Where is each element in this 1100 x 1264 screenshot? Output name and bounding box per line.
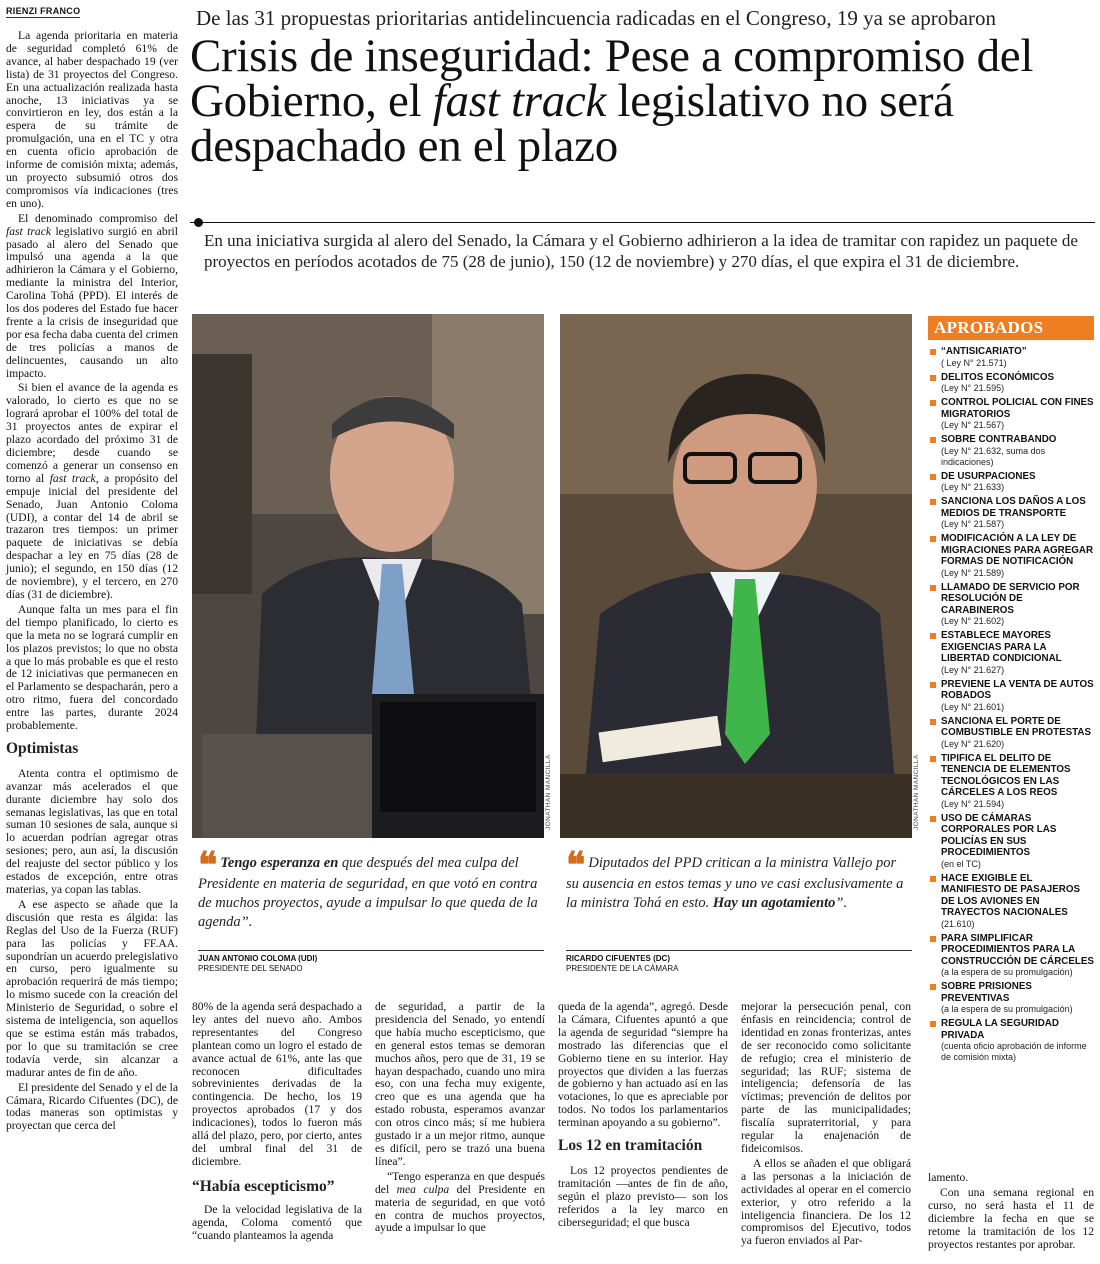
byline: RIENZI FRANCO bbox=[6, 6, 81, 16]
law-number: (en el TC) bbox=[941, 858, 981, 869]
paragraph: A ese aspecto se añade que la discusión que resta es álgida: las Reglas del Uso de la Fuerza (RUF) para las policías y FF.AA. supondrían un acuerdo prelegislativo en curso, pero igualmente su aprobación requerirá de más tiempo; lo mismo sucede con la creación del Ministerio de Seguridad, o sobre el sistema de inteligencia, son aquellos que se estima están más trabados, por lo que su tramitación se cree todavía verde, sin alcanzar a madurar antes de fin de año. bbox=[6, 897, 178, 1079]
paragraph: queda de la agenda”, agregó. Desde la Cámara, Cifuentes apuntó a que la agenda de seguridad “siempre ha mostrado las diferencias que el Gobierno tiene en su interior. Hay proyectos que dividen a las fuerzas de gobierno y han actuado así en las votaciones, lo que es apreciable por todos. No todos los parlamentarios terminan apoyando a su gobierno”. bbox=[558, 1000, 728, 1130]
approved-list bbox=[928, 346, 1094, 1063]
subhead-tramitacion: Los 12 en tramitación bbox=[558, 1137, 703, 1155]
paragraph: La agenda prioritaria en materia de seguridad completó 61% de avance, al haber despachado 19 (ver lista) de 31 proyectos del Congreso. En una actualización realizada hasta anoche, 13 iniciativas ya se convirtieron en ley, dos están a la espera de su trámite de promulgación, una en el TC y otra en cuenta oficio aprobación de informe de comisión mixta; además, un proyecto subsumió otros dos compromisos vía indicaciones (tres en uno). bbox=[6, 29, 178, 210]
paragraph: Atenta contra el optimismo de avanzar más acelerados el que durante diciembre hay solo dos semanas legislativas, las que en total suman 10 sesiones de sala, aunque si lo acuerdan podrían agregar otras sesiones; pero, aun así, la discusión del reajuste del sector público y los estados de excepción, entre otras materias, ya copan las tablas. bbox=[6, 766, 178, 896]
photo-credit: JONATHAN MANCILLA bbox=[913, 754, 920, 830]
quote-divider bbox=[198, 950, 544, 951]
list-item bbox=[928, 582, 1094, 628]
list-item bbox=[928, 753, 1094, 810]
law-number: (Ley N° 21.595) bbox=[941, 383, 1005, 393]
list-item bbox=[928, 679, 1094, 713]
law-number: (Ley N° 21.587) bbox=[941, 519, 1005, 529]
law-title: PARA SIMPLIFICAR PROCEDIMIENTOS PARA LA CONSTRUCCIÓN DE CÁRCELES bbox=[941, 932, 1094, 967]
quote-mark-icon: ❝ bbox=[198, 844, 218, 886]
law-number: (a la espera de su promulgación) bbox=[941, 1004, 1073, 1014]
paragraph: de seguridad, a partir de la presidencia del Senado, yo entendí que había mucho escepticismo, que en general estos temas se demoran muchos años, pero que de 31, 19 se hayan despachado, cuando uno mira eso, con una fecha muy exigente, creo que es una agenda que ha estado robusta, esperamos avanzar con otros cinco más; sí me hubiera gustado ir a un mejor ritmo, aunque es difícil, pero se trazó una buena línea”. bbox=[375, 1000, 545, 1168]
list-item bbox=[928, 471, 1094, 494]
paragraph: Los 12 proyectos pendientes de tramitación —antes de fin de año, según el plazo previsto— son los referidos a la ley marco en ciberseguridad; el que busca bbox=[558, 1163, 728, 1229]
paragraph: Aunque falta un mes para el fin del tiempo planificado, lo cierto es que la meta no se logrará cumplir en los plazos previstos; lo que no obsta a que lo más probable es que el resto de 12 iniciativas que permanecen en el Parlamento se despacharán, pero a otro ritmo, fuera del concordado entre las partes, durante 2024 probablemente. bbox=[6, 602, 178, 733]
left-column bbox=[6, 30, 178, 1135]
quote-attribution: RICARDO CIFUENTES (DC) PRESIDENTE DE LA CÁMARA bbox=[566, 954, 679, 973]
list-item bbox=[928, 533, 1094, 579]
divider bbox=[190, 222, 1095, 223]
paragraph: 80% de la agenda será despachado a ley antes del nuevo año. Ambos representantes del Congreso plantean como un logro el estado de avance actual de 61%, ante las que reconocen dificultades sobrevinientes derivadas de la contingencia. De hecho, los 19 proyectos aprobados (17 y dos indicaciones), todos lo fueron más allá del plazo, pero, por cierto, antes del umbral final del 31 de diciembre. bbox=[192, 1000, 362, 1168]
law-title: DE USURPACIONES bbox=[941, 470, 1036, 482]
paragraph: El denominado compromiso del fast track legislativo surgió en abril pasado al alero del Senado que impulsó una agenda a la que adhirieron la Cámara y el Gobierno, mediante la ministra del Interior, Carolina Tohá (PPD). El interés de los dos poderes del Estado fue hacer frente a la crisis de inseguridad que por esa fecha daba cuenta del crimen de tres policías a manos de delincuentes, causando un alto impacto. bbox=[6, 211, 178, 380]
law-title: HACE EXIGIBLE EL MANIFIESTO DE PASAJEROS DE LOS AVIONES EN TRAYECTOS NACIONALES bbox=[941, 872, 1080, 918]
law-number: (a la espera de su promulgación) bbox=[941, 967, 1073, 977]
list-item bbox=[928, 372, 1094, 395]
list-item bbox=[928, 1018, 1094, 1063]
paragraph: A ellos se añaden el que obligará a las personas a la iniciación de actividades al operar en el comercio exterior, y otro referido a la inteligencia financiera. De los 12 compromisos del Ejecutivo, todos ya fueron enviados al Par- bbox=[741, 1156, 911, 1248]
list-item bbox=[928, 873, 1094, 930]
law-title: CONTROL POLICIAL CON FINES MIGRATORIOS bbox=[941, 397, 1094, 420]
body-column-4 bbox=[741, 1001, 911, 1250]
law-number: (Ley N° 21.594) bbox=[941, 798, 1005, 809]
law-number: (Ley N° 21.627) bbox=[941, 664, 1005, 675]
list-item bbox=[928, 716, 1094, 750]
quote-divider bbox=[566, 950, 912, 951]
law-title: SANCIONA EL PORTE DE COMBUSTIBLE EN PROTESTAS bbox=[941, 715, 1092, 738]
paragraph: lamento. bbox=[928, 1171, 969, 1184]
law-title: SOBRE PRISIONES PREVENTIVAS bbox=[941, 981, 1032, 1004]
kicker: De las 31 propuestas prioritarias antidelincuencia radicadas en el Congreso, 19 ya se aprobaron bbox=[196, 6, 997, 30]
list-item bbox=[928, 346, 1094, 369]
quote-attribution: JUAN ANTONIO COLOMA (UDI) PRESIDENTE DEL SENADO bbox=[198, 954, 318, 973]
paragraph: Con una semana regional en curso, no será hasta el 11 de diciembre la fecha en que se retome la tramitación de los 12 proyectos restantes por aprobar. bbox=[928, 1185, 1094, 1251]
law-number: (Ley N° 21.567) bbox=[941, 420, 1005, 430]
sidebar-aprobados bbox=[928, 316, 1094, 1066]
pull-quote-cifuentes: ❝ Diputados del PPD critican a la ministra Vallejo por su ausencia en estos temas y uno ve casi exclusivamente a la ministra Tohá en esto. Hay un agotamiento”. bbox=[566, 844, 904, 911]
law-number: (Ley N° 21.601) bbox=[941, 701, 1005, 712]
body-column-2 bbox=[375, 1001, 545, 1237]
law-number: (Ley N° 21.602) bbox=[941, 616, 1005, 626]
summary: En una iniciativa surgida al alero del Senado, la Cámara y el Gobierno adhirieron a la idea de tramitar con rapidez un paquete de proyectos en períodos acotados de 75 (28 de junio), 150 (12 de noviembre) y 270 días, el que expira el 31 de diciembre. bbox=[204, 231, 1078, 271]
paragraph: “Tengo esperanza en que después del mea culpa del Presidente en materia de seguridad, en que votó en contra de muchos proyectos, ayude a impulsar lo que bbox=[375, 1169, 545, 1235]
paragraph: De la velocidad legislativa de la agenda, Coloma comentó que “cuando planteamos la agenda bbox=[192, 1202, 362, 1242]
paragraph: El presidente del Senado y el de la Cámara, Ricardo Cifuentes (DC), de todas maneras son optimistas y proyectan que cerca del bbox=[6, 1080, 179, 1133]
body-column-3 bbox=[558, 1001, 728, 1232]
list-item bbox=[928, 630, 1094, 676]
list-item bbox=[928, 813, 1094, 870]
law-number: ( Ley N° 21.571) bbox=[941, 357, 1007, 368]
law-title: PREVIENE LA VENTA DE AUTOS ROBADOS bbox=[941, 678, 1094, 701]
list-item bbox=[928, 397, 1094, 431]
subhead-optimistas: Optimistas bbox=[6, 739, 79, 757]
quote-mark-icon: ❝ bbox=[566, 844, 586, 886]
law-title: USO DE CÁMARAS CORPORALES POR LAS POLICÍAS EN SUS PROCEDIMIENTOS bbox=[941, 812, 1057, 858]
law-title: “ANTISICARIATO” bbox=[941, 346, 1027, 357]
law-title: LLAMADO DE SERVICIO POR RESOLUCIÓN DE CARABINEROS bbox=[941, 581, 1080, 616]
body-column-1 bbox=[192, 1001, 362, 1244]
list-item bbox=[928, 981, 1094, 1015]
law-number: (Ley N° 21.632, suma dos indicaciones) bbox=[941, 445, 1046, 467]
law-number: (21.610) bbox=[941, 918, 975, 929]
law-title: TIPIFICA EL DELITO DE TENENCIA DE ELEMENTOS TECNOLÓGICOS EN LAS CÁRCELES A LOS REOS bbox=[941, 752, 1071, 798]
law-title: SOBRE CONTRABANDO bbox=[941, 434, 1057, 445]
law-title: REGULA LA SEGURIDAD PRIVADA bbox=[941, 1018, 1059, 1041]
paragraph: Si bien el avance de la agenda es valorado, lo cierto es que no se logrará aprobar el 100% del total de 31 proyectos antes de expirar el plazo acordado del próximo 31 de diciembre; desde cuando se comenzó a generar un consenso en torno al fast track, a propósito del empuje inicial del presidente del Senado, Juan Antonio Coloma (UDI), a contar del 14 de abril se trazaron tres tiempos: un primer paquete de iniciativas se debía despachar a ley en 75 días (28 de junio); el segundo, en 150 días (12 de noviembre), y el tercero, en 270 días (31 de diciembre). bbox=[6, 381, 178, 601]
law-number: (Ley N° 21.589) bbox=[941, 567, 1005, 578]
list-item bbox=[928, 496, 1094, 530]
body-column-5 bbox=[928, 1172, 1094, 1253]
subhead-escepticismo: “Había escepticismo” bbox=[192, 1177, 335, 1195]
law-title: MODIFICACIÓN A LA LEY DE MIGRACIONES PARA AGREGAR FORMAS DE NOTIFICACIÓN bbox=[941, 533, 1094, 567]
photo-cifuentes bbox=[560, 314, 912, 838]
sidebar-title: APROBADOS bbox=[928, 316, 1094, 340]
list-item bbox=[928, 434, 1094, 468]
law-number: (Ley N° 21.633) bbox=[941, 482, 1005, 492]
law-title: SANCIONA LOS DAÑOS A LOS MEDIOS DE TRANSPORTE bbox=[941, 496, 1086, 519]
law-number: (Ley N° 21.620) bbox=[941, 738, 1005, 749]
paragraph: mejorar la persecución penal, con énfasis en reincidencia; control de identidad en zonas fronterizas, antes de ser reconocido como solicitante de refugio; crea el ministerio de seguridad; las RUF; sistema de inteligencia; defensoría de las víctimas; prevención de delitos por parte de las municipalidades; fiscalía supraterritorial, y para regular la enajenación de fideicomisos. bbox=[741, 1000, 911, 1155]
headline: Crisis de inseguridad: Pese a compromiso del Gobierno, el fast track legislativo no será despachado en el plazo bbox=[190, 30, 1034, 172]
photo-credit: JONATHAN MANCILLA bbox=[545, 754, 552, 830]
photo-coloma bbox=[192, 314, 544, 838]
pull-quote-coloma: ❝ Tengo esperanza en que después del mea culpa del Presidente en materia de seguridad, en que votó en contra de muchos proyectos, ayude a impulsar lo que queda de la agenda”. bbox=[198, 844, 538, 930]
list-item bbox=[928, 933, 1094, 979]
law-title: ESTABLECE MAYORES EXIGENCIAS PARA LA LIBERTAD CONDICIONAL bbox=[941, 630, 1062, 664]
law-title: DELITOS ECONÓMICOS bbox=[941, 371, 1055, 383]
law-number: (cuenta oficio aprobación de informe de comisión mixta) bbox=[941, 1041, 1087, 1062]
